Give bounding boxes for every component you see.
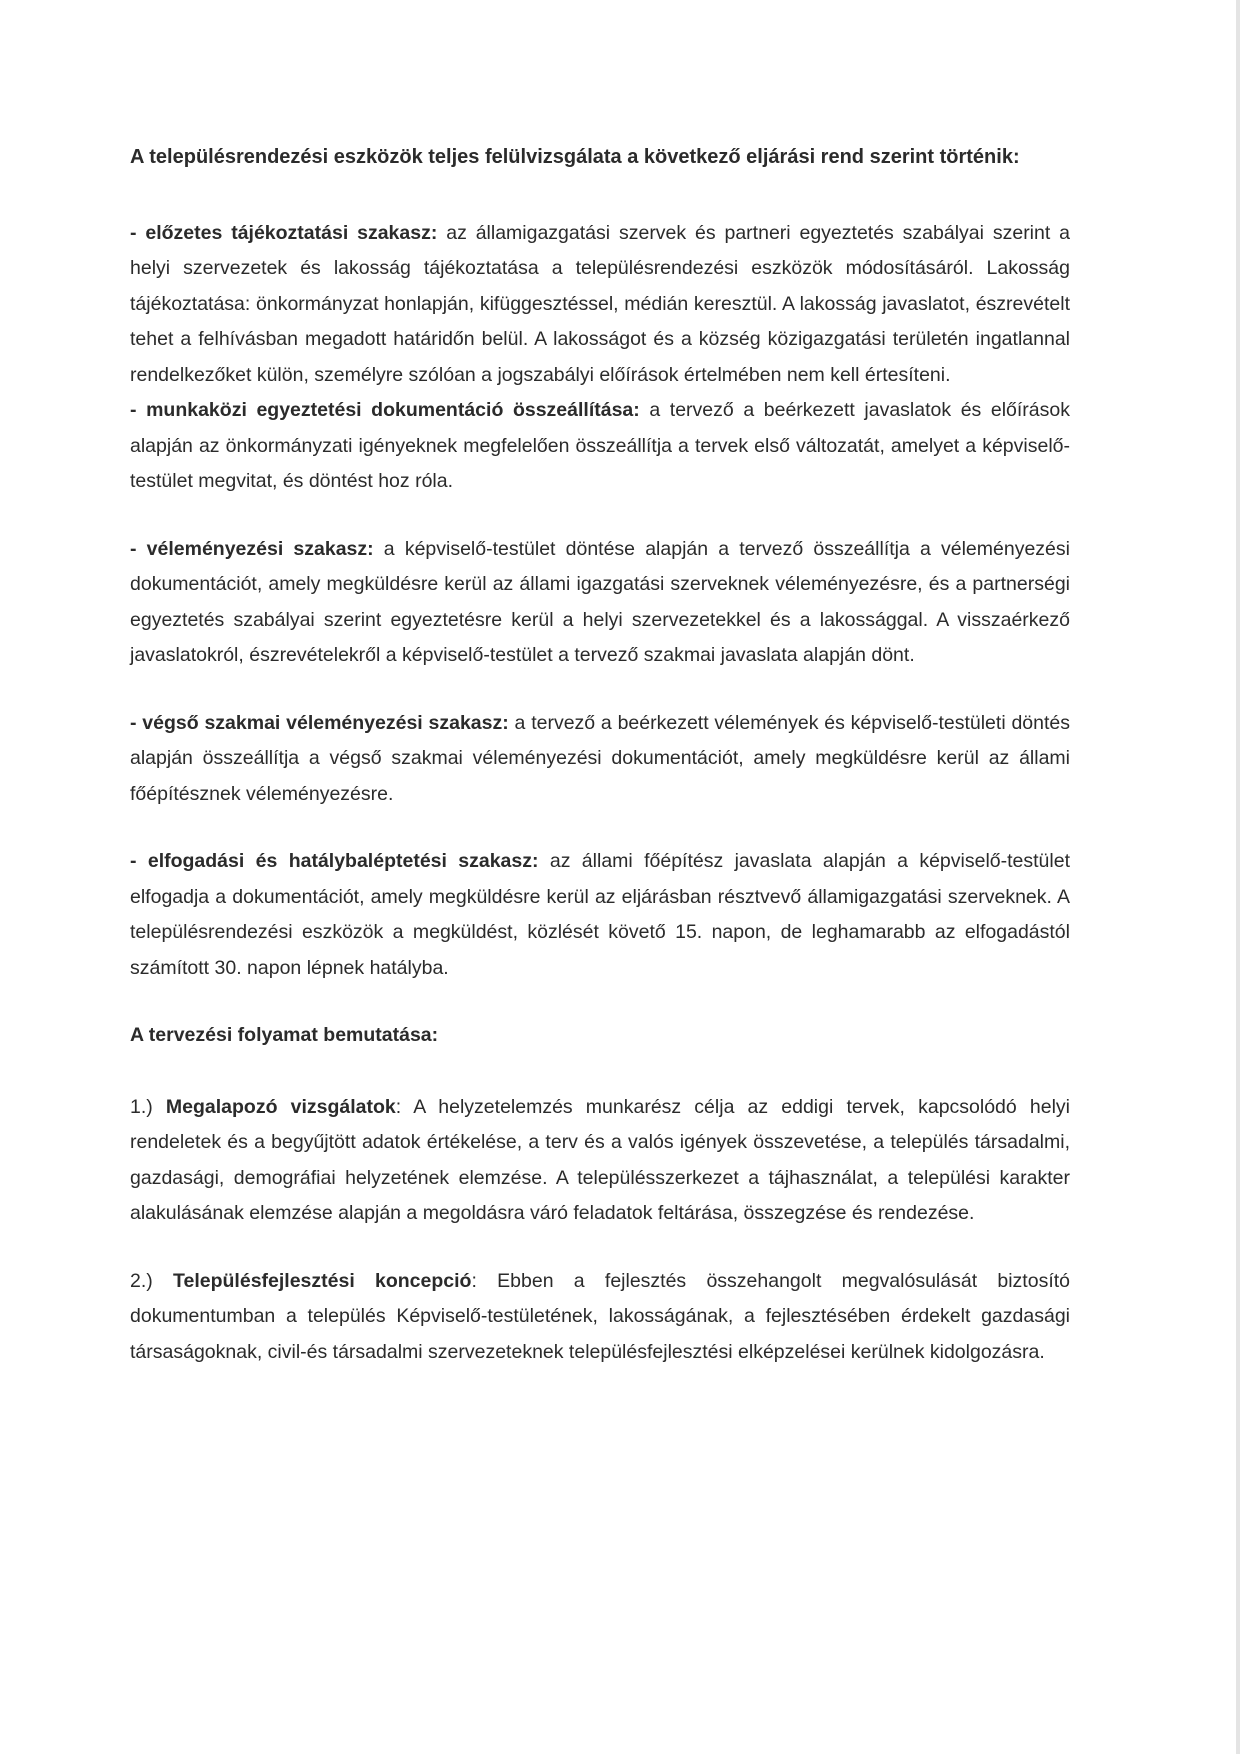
document-page	[130, 140, 1070, 1370]
stage-paragraph	[130, 844, 1070, 986]
step-paragraph	[130, 1264, 1070, 1371]
stage-text: a tervező a beérkezett vélemények és képviselő-testületi döntés alapján összeállítja a végső szakmai véleményezési dokumentációt, amely megküldésre kerül az állami főépítésznek véleményezésre.	[130, 711, 1070, 805]
step-label: Településfejlesztési koncepció	[173, 1269, 472, 1292]
intro-heading: A településrendezési eszközök teljes felülvizsgálata a következő eljárási rend szerint történik:	[130, 146, 1020, 168]
step-number: 1.)	[130, 1095, 166, 1118]
stage-paragraph	[130, 393, 1070, 500]
stage-text: a tervező a beérkezett javaslatok és előírások alapján az önkormányzati igényeknek megfelelően összeállítja a tervek első változatát, amelyet a képviselő-testület megvitat, és döntést hoz róla.	[130, 399, 1070, 492]
step-paragraph	[130, 1090, 1070, 1232]
step-text: : A helyzetelemzés munkarész célja az eddigi tervek, kapcsolódó helyi rendeletek és a begyűjtött adatok értékelése, a terv és a valós igények összevetése, a település társadalmi, gazdasági, demográfiai helyzetének elemzése. A településszerkezet a tájhasználat, a települési karakter alakulásának elemzése alapján a megoldásra váró feladatok feltárása, összegzése és rendezése.	[130, 1095, 1070, 1224]
stage-text: az államigazgatási szervek és partneri egyeztetés szabályai szerint a helyi szervezetek és lakosság tájékoztatása a településrendezési eszközök módosításáról. Lakosság tájékoztatása: önkormányzat honlapján, kifüggesztéssel, médián keresztül. A lakosság javaslatot, észrevételt tehet a felhívásban megadott határidőn belül. A lakosságot és a község közigazgatási területén ingatlannal rendelkezőket külön, személyre szólóan a jogszabályi előírások értelmében nem kell értesíteni.	[130, 221, 1070, 386]
stage-label: - munkaközi egyeztetési dokumentáció összeállítása:	[130, 399, 640, 421]
step-number: 2.)	[130, 1269, 174, 1292]
step-label: Megalapozó vizsgálatok	[165, 1095, 396, 1118]
stage-label: - előzetes tájékoztatási szakasz:	[130, 221, 438, 244]
stage-label: - elfogadási és hatálybaléptetési szakasz:	[130, 850, 539, 872]
stage-paragraph	[130, 216, 1070, 394]
stage-label: - véleményezési szakasz:	[130, 537, 374, 560]
stage-paragraph	[130, 706, 1070, 813]
scan-edge	[1236, 0, 1240, 1754]
stage-text: a képviselő-testület döntése alapján a tervező összeállítja a véleményezési dokumentációt, amely megküldésre kerül az állami igazgatási szerveknek véleményezésre, és a partnerségi egyeztetés szabályai szerint egyeztetésre kerül a helyi szervezetekkel és a lakossággal. A visszaérkező javaslatokról, észrevételekről a képviselő-testület a tervező szakmai javaslata alapján dönt.	[130, 537, 1070, 666]
stage-label: - végső szakmai véleményezési szakasz:	[130, 711, 509, 734]
section-title: A tervezési folyamat bemutatása:	[130, 1024, 439, 1046]
stage-paragraph	[130, 532, 1070, 674]
step-text: : Ebben a fejlesztés összehangolt megvalósulását biztosító dokumentumban a település Képviselő-testületének, lakosságának, a fejlesztésében érdekelt gazdasági társaságoknak, civil-és társadalmi szervezeteknek településfejlesztési elképzelései kerülnek kidolgozásra.	[130, 1269, 1070, 1363]
stage-text: az állami főépítész javaslata alapján a képviselő-testület elfogadja a dokumentációt, amely megküldésre kerül az eljárásban résztvevő államigazgatási szerveknek. A településrendezési eszközök a megküldést, közlését követő 15. napon, de leghamarabb az elfogadástól számított 30. napon lépnek hatályba.	[130, 850, 1070, 979]
